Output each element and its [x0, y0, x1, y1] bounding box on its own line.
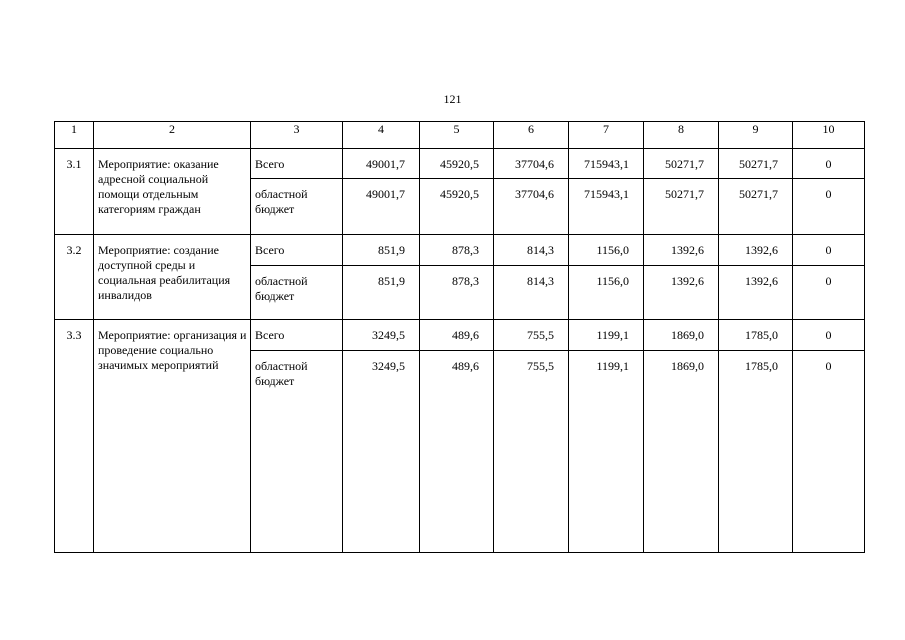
value-cell: 49001,7	[343, 179, 420, 235]
value-cell: 1869,0	[644, 320, 719, 351]
row-name: Мероприятие: организация и проведение социально значимых мероприятий	[94, 320, 251, 553]
funding-source: областной бюджет	[251, 351, 343, 553]
value-cell: 50271,7	[644, 149, 719, 179]
value-cell: 3249,5	[343, 320, 420, 351]
page-number: 121	[443, 92, 462, 106]
budget-table	[54, 121, 865, 553]
value-cell: 50271,7	[644, 179, 719, 235]
table-row	[55, 149, 865, 179]
funding-source: Всего	[251, 235, 343, 266]
row-name: Мероприятие: оказание адресной социальной помощи отдельным категориям граждан	[94, 149, 251, 235]
funding-source: областной бюджет	[251, 179, 343, 235]
value-cell: 1785,0	[719, 351, 793, 553]
header-cell: 8	[644, 122, 719, 149]
value-cell: 814,3	[494, 235, 569, 266]
value-cell: 878,3	[420, 235, 494, 266]
row-code: 3.2	[55, 235, 94, 320]
value-cell: 49001,7	[343, 149, 420, 179]
row-code: 3.3	[55, 320, 94, 553]
value-cell: 45920,5	[420, 179, 494, 235]
value-cell: 50271,7	[719, 149, 793, 179]
funding-source: Всего	[251, 149, 343, 179]
value-cell: 1392,6	[644, 235, 719, 266]
header-cell: 5	[420, 122, 494, 149]
value-cell: 45920,5	[420, 149, 494, 179]
value-cell: 755,5	[494, 320, 569, 351]
row-code: 3.1	[55, 149, 94, 235]
value-cell: 755,5	[494, 351, 569, 553]
row-name: Мероприятие: создание доступной среды и социальная реабилитация инвалидов	[94, 235, 251, 320]
value-cell: 715943,1	[569, 149, 644, 179]
value-cell: 1869,0	[644, 351, 719, 553]
value-cell: 0	[793, 149, 865, 179]
value-cell: 715943,1	[569, 179, 644, 235]
header-cell: 2	[94, 122, 251, 149]
funding-source: Всего	[251, 320, 343, 351]
header-cell: 7	[569, 122, 644, 149]
header-cell: 3	[251, 122, 343, 149]
value-cell: 1156,0	[569, 235, 644, 266]
value-cell: 489,6	[420, 320, 494, 351]
header-cell: 4	[343, 122, 420, 149]
value-cell: 1392,6	[644, 266, 719, 320]
value-cell: 37704,6	[494, 149, 569, 179]
value-cell: 37704,6	[494, 179, 569, 235]
table-row	[55, 235, 865, 266]
value-cell: 1785,0	[719, 320, 793, 351]
header-row	[55, 122, 865, 149]
header-cell: 9	[719, 122, 793, 149]
value-cell: 0	[793, 320, 865, 351]
value-cell: 1392,6	[719, 266, 793, 320]
value-cell: 851,9	[343, 235, 420, 266]
value-cell: 0	[793, 179, 865, 235]
value-cell: 878,3	[420, 266, 494, 320]
funding-source: областной бюджет	[251, 266, 343, 320]
value-cell: 0	[793, 351, 865, 553]
value-cell: 1199,1	[569, 351, 644, 553]
value-cell: 3249,5	[343, 351, 420, 553]
header-cell: 1	[55, 122, 94, 149]
value-cell: 489,6	[420, 351, 494, 553]
header-cell: 6	[494, 122, 569, 149]
value-cell: 50271,7	[719, 179, 793, 235]
value-cell: 0	[793, 235, 865, 266]
table-row	[55, 320, 865, 351]
value-cell: 851,9	[343, 266, 420, 320]
value-cell: 1199,1	[569, 320, 644, 351]
value-cell: 1392,6	[719, 235, 793, 266]
header-cell: 10	[793, 122, 865, 149]
value-cell: 1156,0	[569, 266, 644, 320]
value-cell: 0	[793, 266, 865, 320]
value-cell: 814,3	[494, 266, 569, 320]
